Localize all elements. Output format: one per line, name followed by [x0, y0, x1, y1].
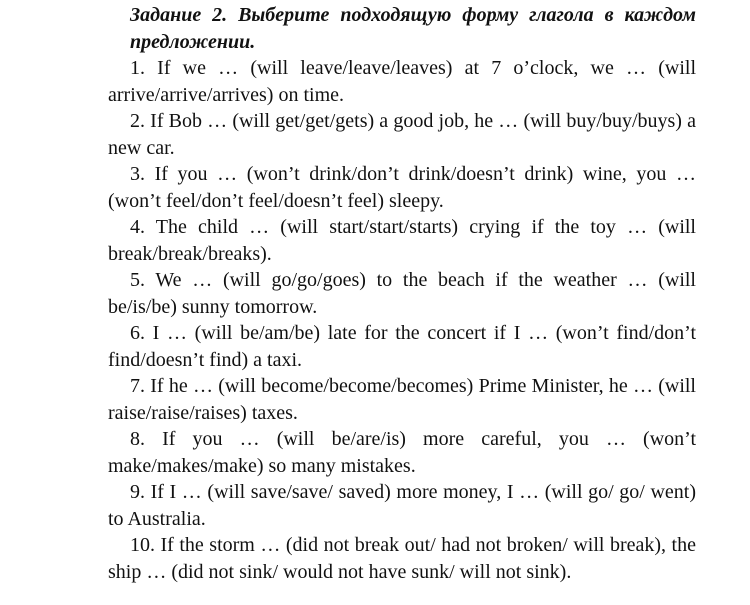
- task-title: Задание 2. Выберите подходящую форму глагола в каждом предложении.: [130, 4, 696, 53]
- exercise-item-8: 8. If you … (will be/are/is) more careful, you … (won’t make/makes/make) so many mistakes.: [108, 428, 696, 477]
- exercise-item-7: 7. If he … (will become/become/becomes) Prime Minister, he … (will raise/raise/raises) taxes.: [108, 375, 696, 424]
- exercise-item-3: 3. If you … (won’t drink/don’t drink/doesn’t drink) wine, you … (won’t feel/don’t feel/doesn’t feel) sleepy.: [108, 163, 696, 212]
- exercise-item-2: 2. If Bob … (will get/get/gets) a good job, he … (will buy/buy/buys) a new car.: [108, 110, 696, 159]
- exercise-item-4: 4. The child … (will start/start/starts) crying if the toy … (will break/break/breaks).: [108, 216, 696, 265]
- exercise-item-9: 9. If I … (will save/save/ saved) more money, I … (will go/ go/ went) to Australia.: [108, 481, 696, 530]
- exercise-item-1: 1. If we … (will leave/leave/leaves) at 7 o’clock, we … (will arrive/arrive/arrives) on time.: [108, 57, 696, 106]
- exercise-item-6: 6. I … (will be/am/be) late for the concert if I … (won’t find/don’t find/doesn’t find) a taxi.: [108, 322, 696, 371]
- exercise-item-5: 5. We … (will go/go/goes) to the beach if the weather … (will be/is/be) sunny tomorrow.: [108, 269, 696, 318]
- exercise-item-10: 10. If the storm … (did not break out/ had not broken/ will break), the ship … (did not sink/ would not have sunk/ will not sink).: [108, 534, 696, 583]
- document-page: [108, 2, 696, 585]
